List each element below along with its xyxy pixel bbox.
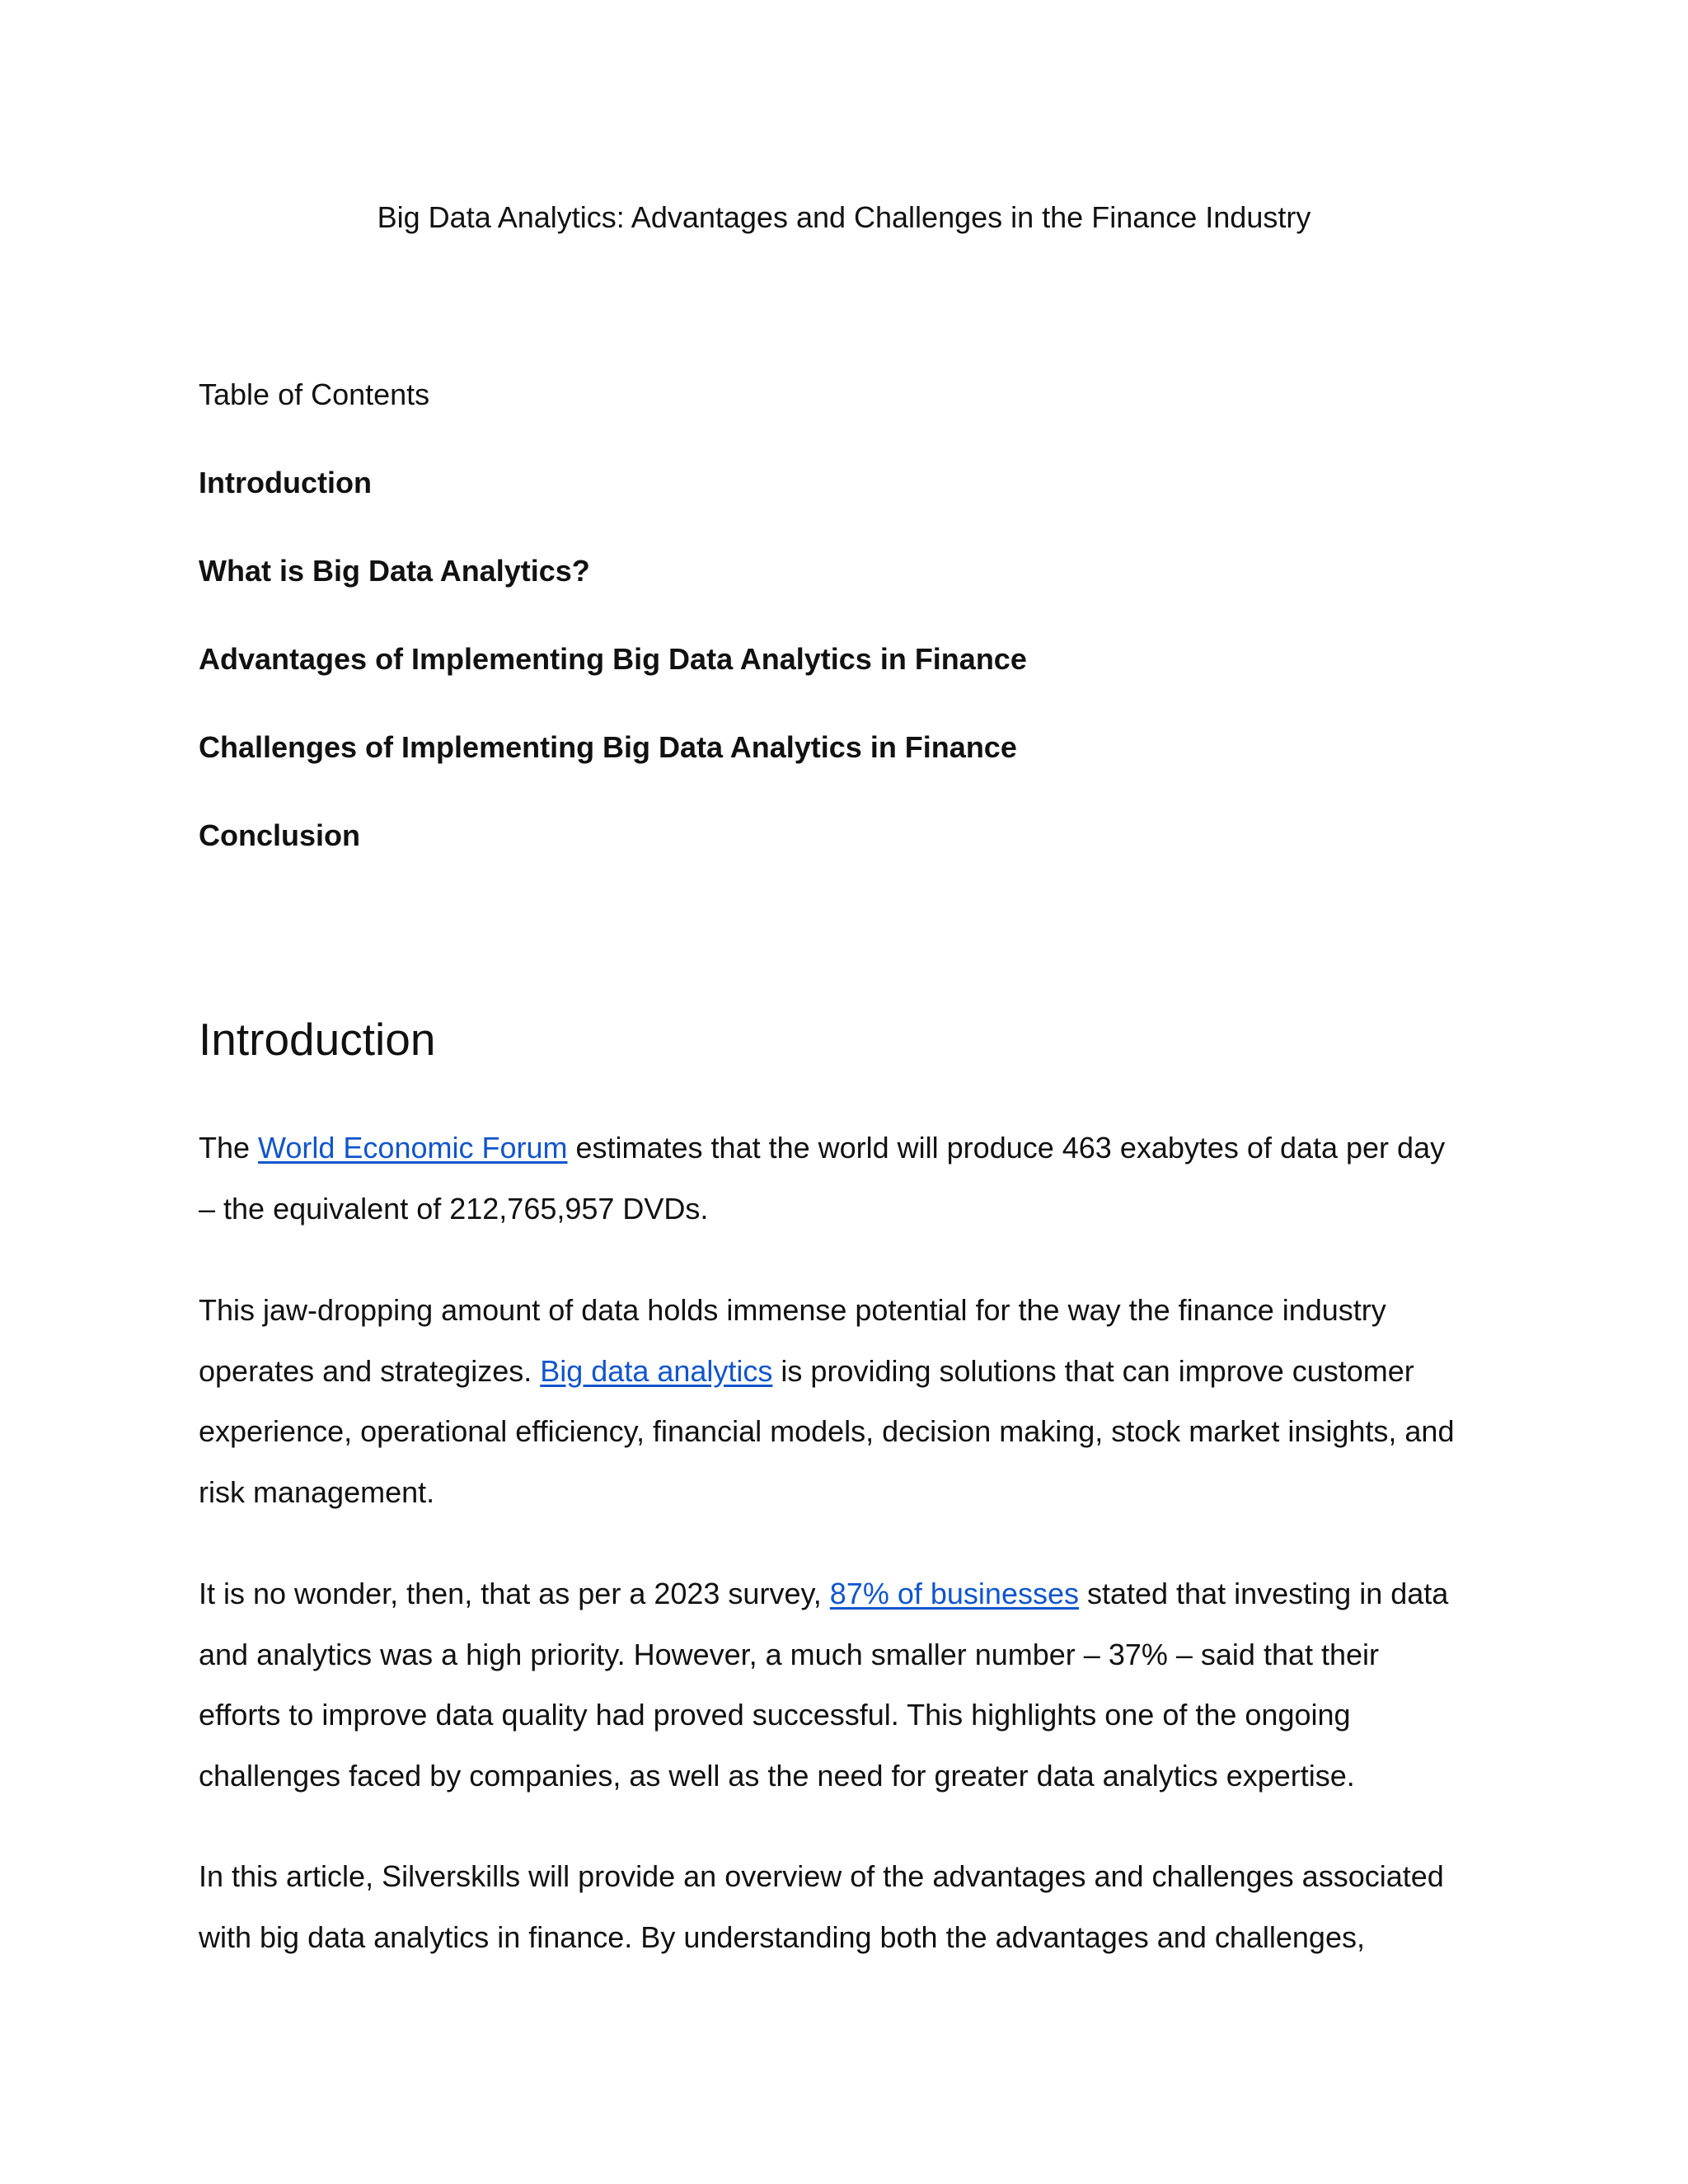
paragraph-line: experience, operational efficiency, financial models, decision making, stock market insights, and: [199, 1414, 1455, 1448]
paragraph-line: risk management.: [199, 1474, 435, 1509]
paragraph-line: – the equivalent of 212,765,957 DVDs.: [199, 1191, 709, 1226]
toc-item-what-is-big-data-analytics[interactable]: What is Big Data Analytics?: [199, 554, 590, 588]
document-title: Big Data Analytics: Advantages and Challenges in the Finance Industry: [377, 200, 1311, 234]
paragraph-line: In this article, Silverskills will provide an overview of the advantages and challenges associated: [199, 1859, 1444, 1893]
world-economic-forum-link[interactable]: World Economic Forum: [258, 1131, 568, 1165]
intro-paragraph-3: [199, 1563, 1501, 1806]
paragraph-line: This jaw-dropping amount of data holds immense potential for the way the finance industry: [199, 1293, 1386, 1327]
paragraph-line: with big data analytics in finance. By understanding both the advantages and challenges,: [199, 1919, 1365, 1954]
toc-item-challenges[interactable]: Challenges of Implementing Big Data Analytics in Finance: [199, 730, 1017, 764]
toc-heading: Table of Contents: [199, 377, 430, 411]
paragraph-line: efforts to improve data quality had proved successful. This highlights one of the ongoing: [199, 1698, 1351, 1732]
text-segment: stated that investing in data: [1078, 1577, 1449, 1610]
intro-paragraph-1: [199, 1118, 1501, 1239]
text-segment: is providing solutions that can improve customer: [772, 1353, 1414, 1388]
text-segment: operates and strategizes.: [199, 1353, 541, 1388]
intro-paragraph-2: [199, 1280, 1501, 1522]
businesses-survey-link[interactable]: 87% of businesses: [829, 1577, 1079, 1610]
toc-item-introduction[interactable]: Introduction: [199, 466, 372, 499]
paragraph-line: and analytics was a high priority. However, a much smaller number – 37% – said that their: [199, 1637, 1380, 1671]
paragraph-line: [199, 1341, 1501, 1402]
paragraph-line: [199, 1118, 1501, 1179]
toc-item-conclusion[interactable]: Conclusion: [199, 818, 360, 852]
table-of-contents: [199, 463, 1027, 904]
big-data-analytics-link[interactable]: Big data analytics: [540, 1353, 773, 1388]
paragraph-line: challenges faced by companies, as well as the need for greater data analytics expertise.: [199, 1758, 1355, 1793]
text-segment: The: [199, 1131, 259, 1165]
intro-paragraph-4: [199, 1846, 1501, 1967]
toc-item-advantages[interactable]: Advantages of Implementing Big Data Analytics in Finance: [199, 642, 1027, 676]
introduction-heading: Introduction: [199, 1014, 436, 1065]
paragraph-line: [199, 1563, 1501, 1624]
text-segment: estimates that the world will produce 463 exabytes of data per day: [567, 1131, 1446, 1165]
text-segment: It is no wonder, then, that as per a 2023 survey,: [199, 1577, 830, 1610]
